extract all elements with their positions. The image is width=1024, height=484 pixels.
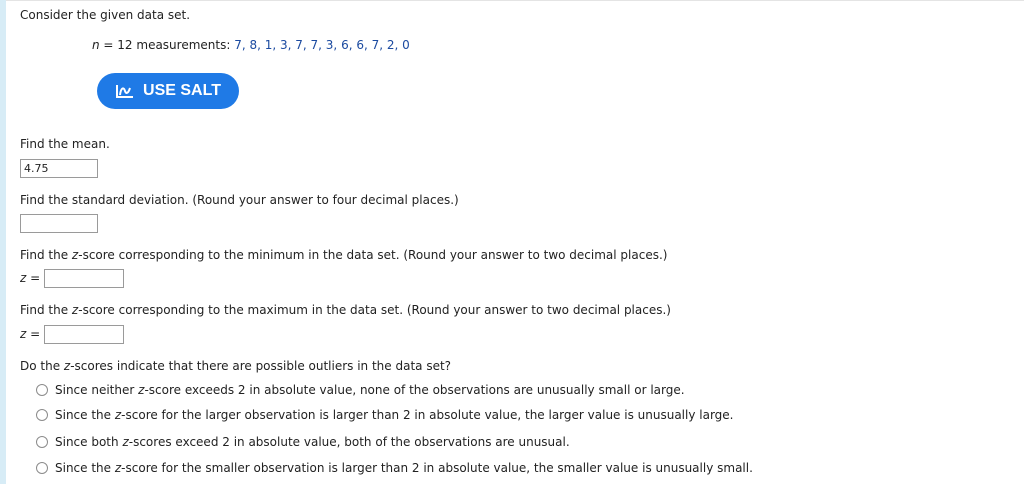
zmin-input[interactable] [44,269,124,288]
option-label: Since the z-score for the smaller observation is larger than 2 in absolute value, the smaller value is unusually small. [55,461,753,475]
intro-text: Consider the given data set. [20,8,191,22]
mean-input[interactable] [20,159,98,178]
option-smaller-radio-row[interactable] [36,461,753,475]
salt-chart-icon [115,83,135,99]
sd-input[interactable] [20,214,98,233]
mean-question: Find the mean. [20,137,110,151]
top-divider [6,0,1024,1]
n-symbol: n [92,38,100,52]
radio-button[interactable] [36,462,48,474]
left-border-strip [0,0,6,484]
option-label: Since the z-score for the larger observation is larger than 2 in absolute value, the larger value is unusually large. [55,408,734,422]
zmax-input[interactable] [44,325,124,344]
sd-question: Find the standard deviation. (Round your answer to four decimal places.) [20,193,459,207]
zmin-prefix: z = [20,271,41,285]
option-larger-radio-row[interactable] [36,408,733,422]
option-both-radio-row[interactable] [36,435,570,449]
zmax-prefix: z = [20,327,41,341]
radio-button[interactable] [36,384,48,396]
measurements-values: 7, 8, 1, 3, 7, 7, 3, 6, 6, 7, 2, 0 [234,38,410,52]
option-label: Since neither z-score exceeds 2 in absolute value, none of the observations are unusually small or large. [55,383,685,397]
use-salt-label: USE SALT [143,82,221,99]
radio-button[interactable] [36,409,48,421]
measurements-label: = 12 measurements: [99,38,235,52]
zmin-question: Find the z-score corresponding to the minimum in the data set. (Round your answer to two decimal places.) [20,248,668,262]
outliers-question: Do the z-scores indicate that there are possible outliers in the data set? [20,359,452,373]
option-neither-radio-row[interactable] [36,383,685,397]
radio-button[interactable] [36,436,48,448]
zmax-question: Find the z-score corresponding to the maximum in the data set. (Round your answer to two decimal places.) [20,303,671,317]
measurements-line [92,38,410,52]
option-label: Since both z-scores exceed 2 in absolute value, both of the observations are unusual. [55,435,570,449]
use-salt-button[interactable] [97,73,239,109]
